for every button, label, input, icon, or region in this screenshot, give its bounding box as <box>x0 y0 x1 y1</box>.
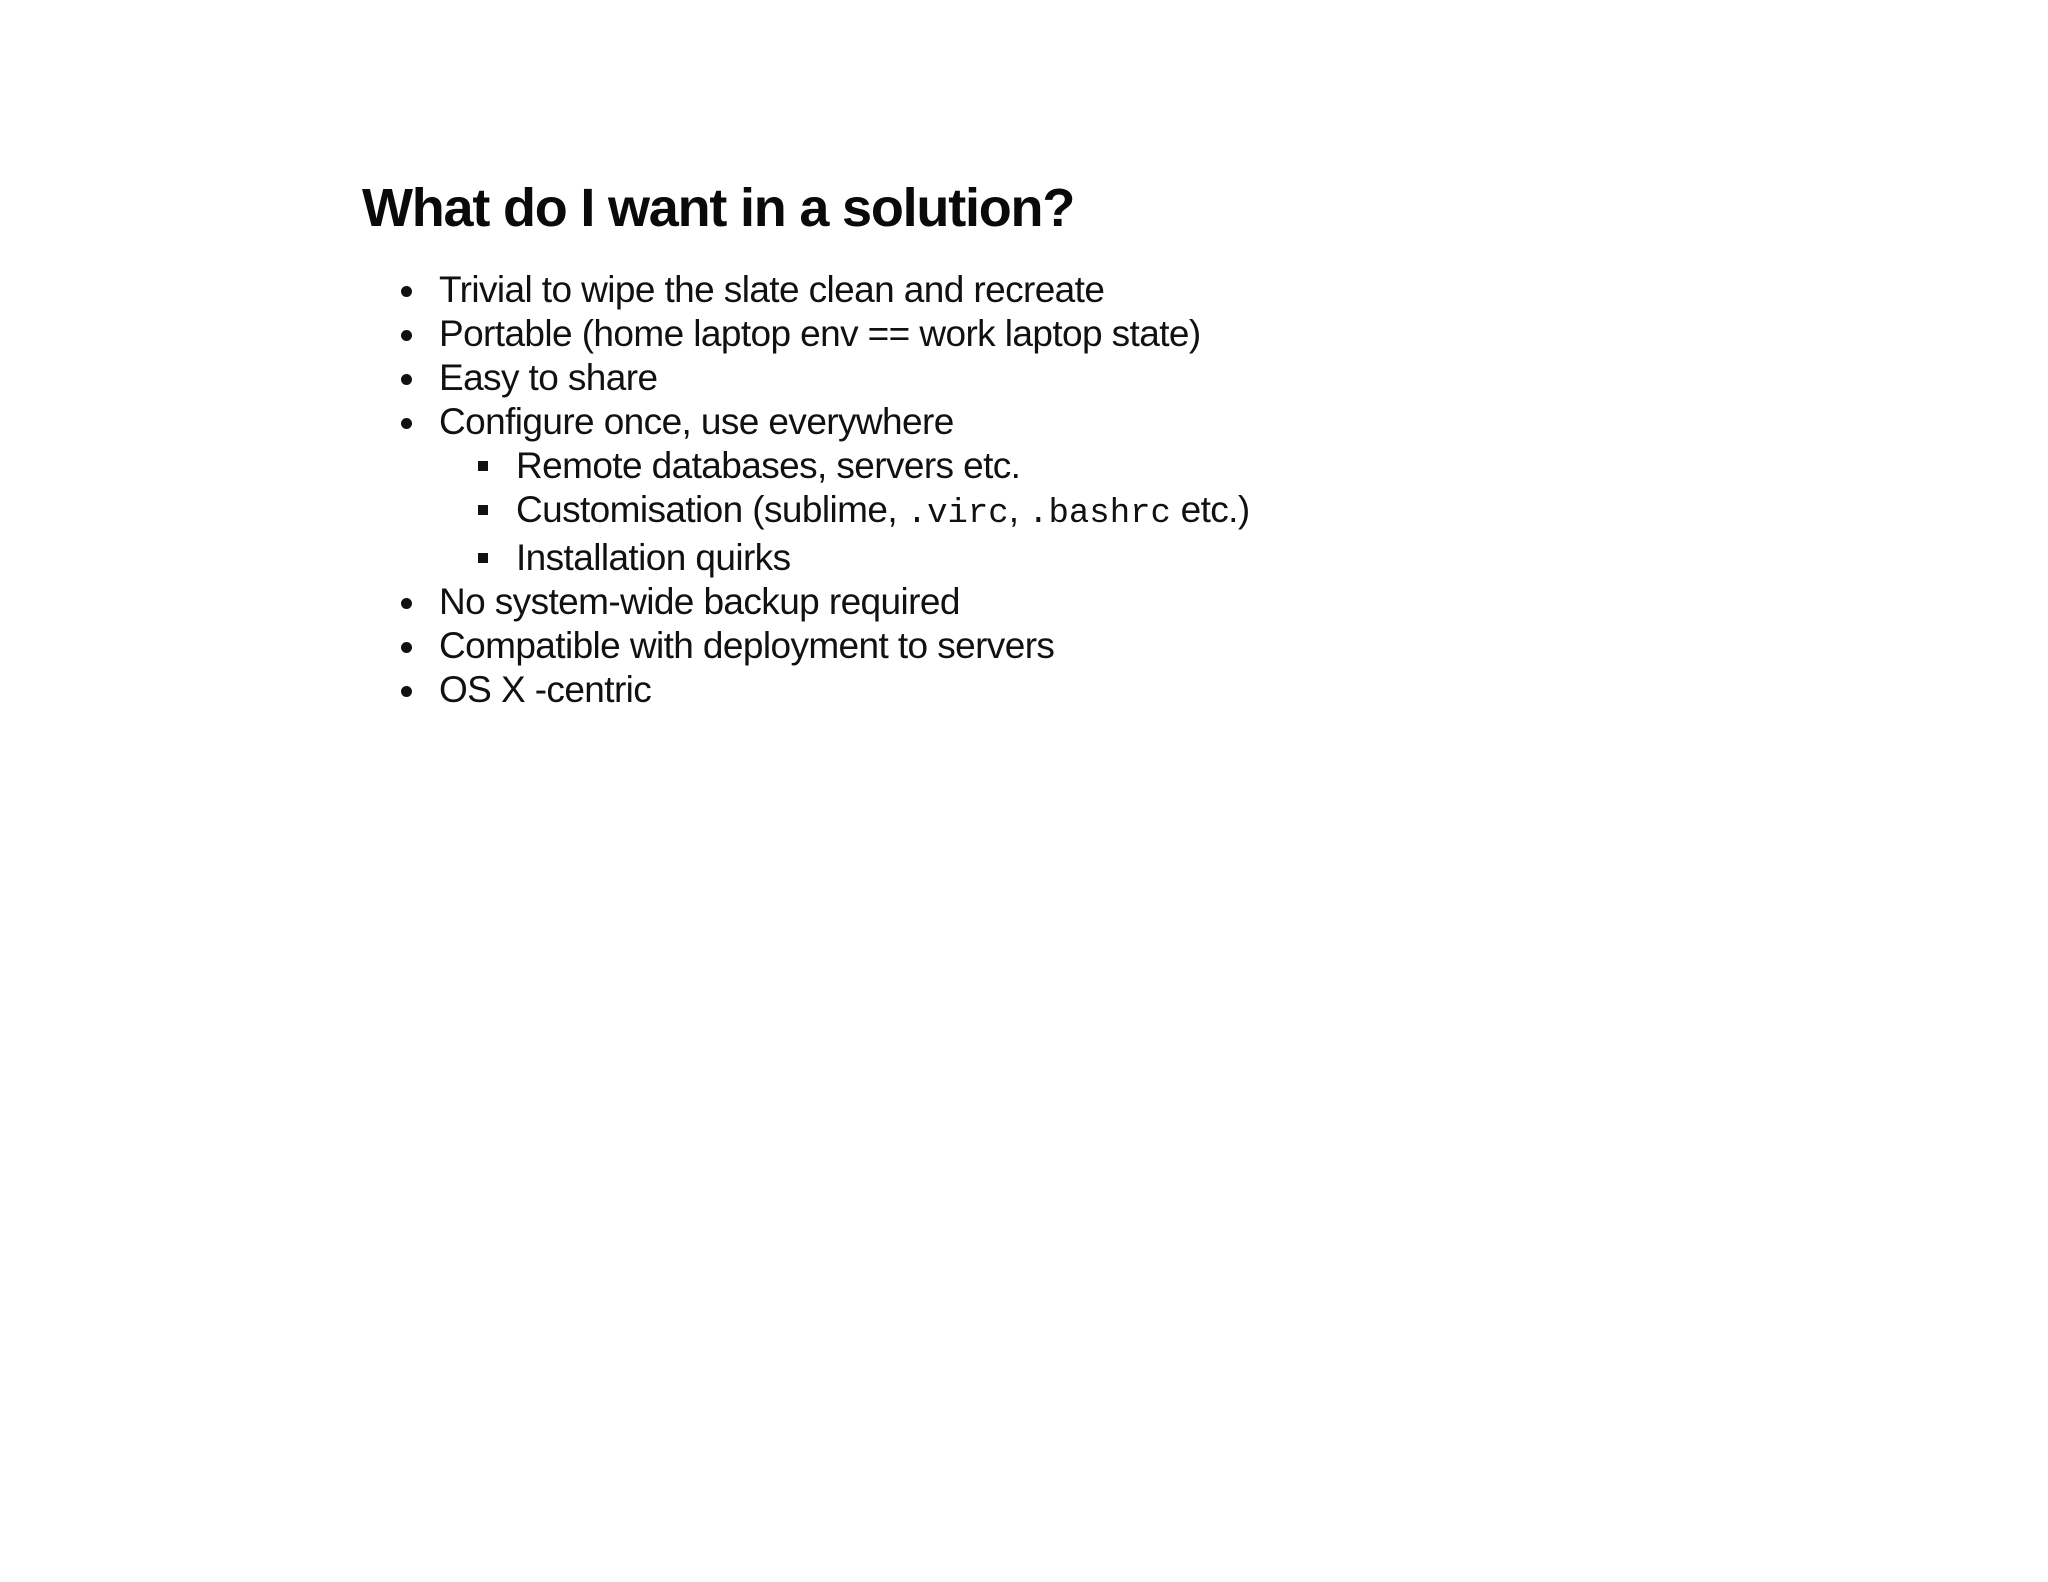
sub-bullet-item <box>439 488 1250 536</box>
bullet-list <box>362 268 1250 712</box>
sub-bullet-text: Customisation (sublime, <box>516 489 907 530</box>
sub-bullet-text: Installation quirks <box>516 537 791 578</box>
sub-bullet-item <box>439 536 1250 580</box>
bullet-text: Compatible with deployment to servers <box>439 625 1055 666</box>
bullet-text: Portable (home laptop env == work laptop state) <box>439 313 1201 354</box>
bullet-item <box>362 356 1250 400</box>
code-bashrc: .bashrc <box>1028 495 1171 533</box>
bullet-text: No system-wide backup required <box>439 581 960 622</box>
bullet-item <box>362 668 1250 712</box>
bullet-item <box>362 400 1250 580</box>
slide-title: What do I want in a solution? <box>362 178 1075 238</box>
sub-bullet-item <box>439 444 1250 488</box>
sub-bullet-list <box>439 444 1250 580</box>
bullet-item <box>362 312 1250 356</box>
sub-bullet-text: Remote databases, servers etc. <box>516 445 1021 486</box>
bullet-item <box>362 580 1250 624</box>
code-virc: .virc <box>906 495 1009 533</box>
bullet-item <box>362 624 1250 668</box>
bullet-item <box>362 268 1250 312</box>
bullet-text: Configure once, use everywhere <box>439 401 954 442</box>
bullet-text: Trivial to wipe the slate clean and recreate <box>439 269 1105 310</box>
sub-bullet-separator: , <box>1008 489 1029 530</box>
sub-bullet-text-end: etc.) <box>1170 489 1250 530</box>
bullet-text: Easy to share <box>439 357 658 398</box>
bullet-text: OS X -centric <box>439 669 652 710</box>
